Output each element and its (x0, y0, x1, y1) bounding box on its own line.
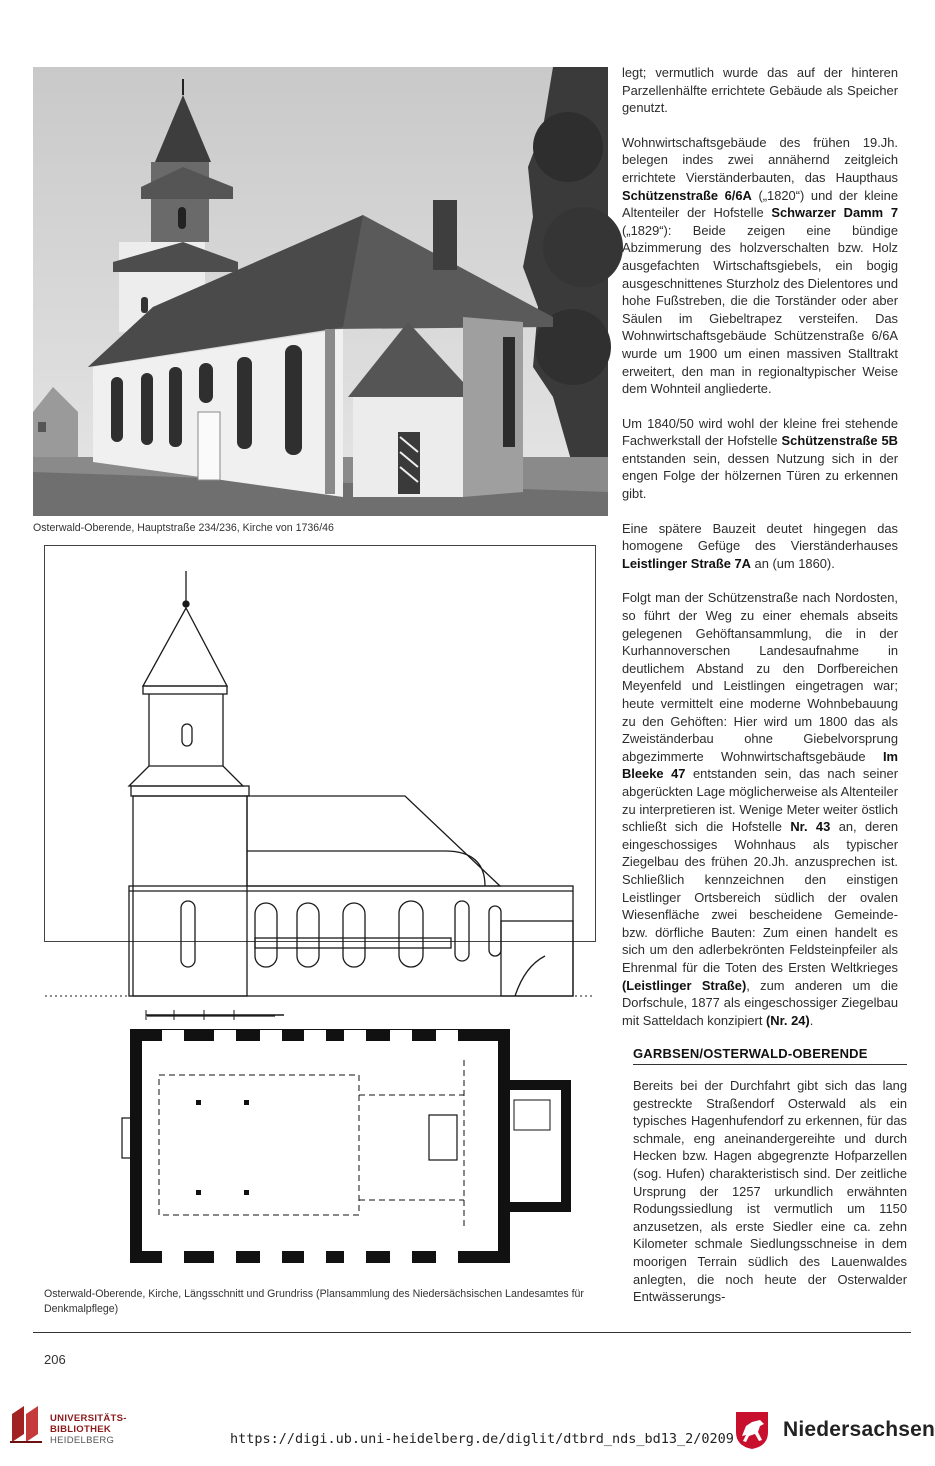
section-heading: GARBSEN/OSTERWALD-OBERENDE (633, 1046, 907, 1065)
paragraph-6: Bereits bei der Durchfahrt gibt sich das lang gestreckte Straßendorf Osterwald als ein typisches Hagenhufendorf zu erkennen, für das schmale, eng aneinandergereihte und durch Hecken bzw. Hagen abgegrenzte Hofparzellen (sog. Hufen) charakteristisch sind. Der zeitliche Ursprung der 1257 urkundlich erwähnten Rodungssiedlung ist vermutlich um 1150 anzusetzen, als erste Siedler eine ca. zehn Kilometer schmale Siedlungsschneise in dem moorigen Terrain südlich des Lauenwaldes anlegten, die noch heute der Osterwalder Entwässerungs- (633, 1078, 907, 1305)
photo-caption: Osterwald-Oberende, Hauptstraße 234/236, Kirche von 1736/46 (33, 522, 334, 534)
plan-caption: Osterwald-Oberende, Kirche, Längsschnitt und Grundriss (Plansammlung des Niedersächsischen Landesamtes für Denkmalpflege) (44, 1288, 584, 1315)
footer-rule (33, 1332, 911, 1333)
digitization-footer (0, 1392, 919, 1466)
source-url-link[interactable]: https://digi.ub.uni-heidelberg.de/diglit/dtbrd_nds_bd13_2/0209 (230, 1431, 734, 1447)
university-library-logo-icon[interactable] (8, 1404, 44, 1444)
paragraph-5: Folgt man der Schützenstraße nach Nordosten, so führt der Weg zu einer ehemals abseits gelegenen Gehöftansammlung, die in der Kurhannoverschen Landesaufnahme in deutlichem Abstand zu den Dorfbereichen Meyenfeld und Leistlingen eingetragen war; heute vermittelt eine moderne Wohnbebauung zu den Gehöften: Hier wird um 1800 das als Zweiständerbau ohne Giebelvorsprung abgezimmerte Wohnwirtschaftsgebäude Im Bleeke 47 entstanden sein, das nach seiner abgerückten Lage möglicherweise als Altenteiler zu interpretieren ist. Wenige Meter weiter östlich schließt sich die Hofstelle Nr. 43 an, deren eingeschossiges Wohnhaus als typischer Ziegelbau des frühen 20.Jh. anzusprechen ist. Schließlich kennzeichnen den einstigen Leistlinger Ortsbereich südlich der ovalen Wiesenfläche zwei bescheidene Gemeinde- bzw. dörfliche Bauten: Zum einen handelt es sich um den adlerbekrönten Feldsteinpfeiler als Ehrenmal für die Toten des Ersten Weltkrieges (Leistlinger Straße), zum anderen um die Dorfschule, 1877 als eingeschossiger Ziegelbau mit Satteldach konzipiert (Nr. 24). (622, 590, 898, 1028)
section-text (633, 1077, 907, 1306)
paragraph-1: legt; vermutlich wurde das auf der hinteren Parzellenhälfte errichtete Gebäude als Speicher genutzt. (622, 65, 898, 116)
page-number: 206 (44, 1352, 66, 1367)
paragraph-4: Eine spätere Bauzeit deutet hingegen das homogene Gefüge des Vierständerhauses Leistlinger Straße 7A an (um 1860). (622, 520, 898, 571)
body-text-column (622, 64, 898, 1046)
church-photo-image (33, 67, 608, 516)
paragraph-3: Um 1840/50 wird wohl der kleine frei stehende Fachwerkstall der Hofstelle Schützenstraße 5B entstanden sein, dessen Nutzung sich in der engen Folge der hölzernen Türen zu erkennen gibt. (622, 415, 898, 502)
lower-saxony-coat-of-arms-icon[interactable] (734, 1410, 770, 1450)
university-library-name[interactable]: UNIVERSITÄTS- BIBLIOTHEK HEIDELBERG (50, 1413, 127, 1446)
lower-saxony-name[interactable]: Niedersachsen (783, 1418, 935, 1441)
church-plan-drawing (44, 545, 596, 942)
church-photo (33, 67, 608, 516)
church-floorplan (44, 1000, 596, 1270)
paragraph-2: Wohnwirtschaftsgebäude des frühen 19.Jh. belegen indes zwei annähernd zeitgleich errichtete Vierständerbauten, das Haupthaus Schützenstraße 6/6A („1820“) und der kleine Altenteiler der Hofstelle Schwarzer Damm 7 („1829“): Beide zeigen eine bündige Abzimmerung des holzverschalten bzw. Holz ausgefachten Wirtschaftsgiebels, ein bogig ausgeschnittenes Sturzholz des Dielentores und hohe Fußstreben, die die Torständer oder aber Säulen im Giebeltrapez versteifen. Das Wohnwirtschaftsgebäude Schützenstraße 6/6A wurde um 1900 um einen massiven Stalltrakt erweitert, den man in regionaltypischer Weise dem Wohnteil angliederte. (622, 134, 898, 397)
floorplan (45, 546, 595, 941)
